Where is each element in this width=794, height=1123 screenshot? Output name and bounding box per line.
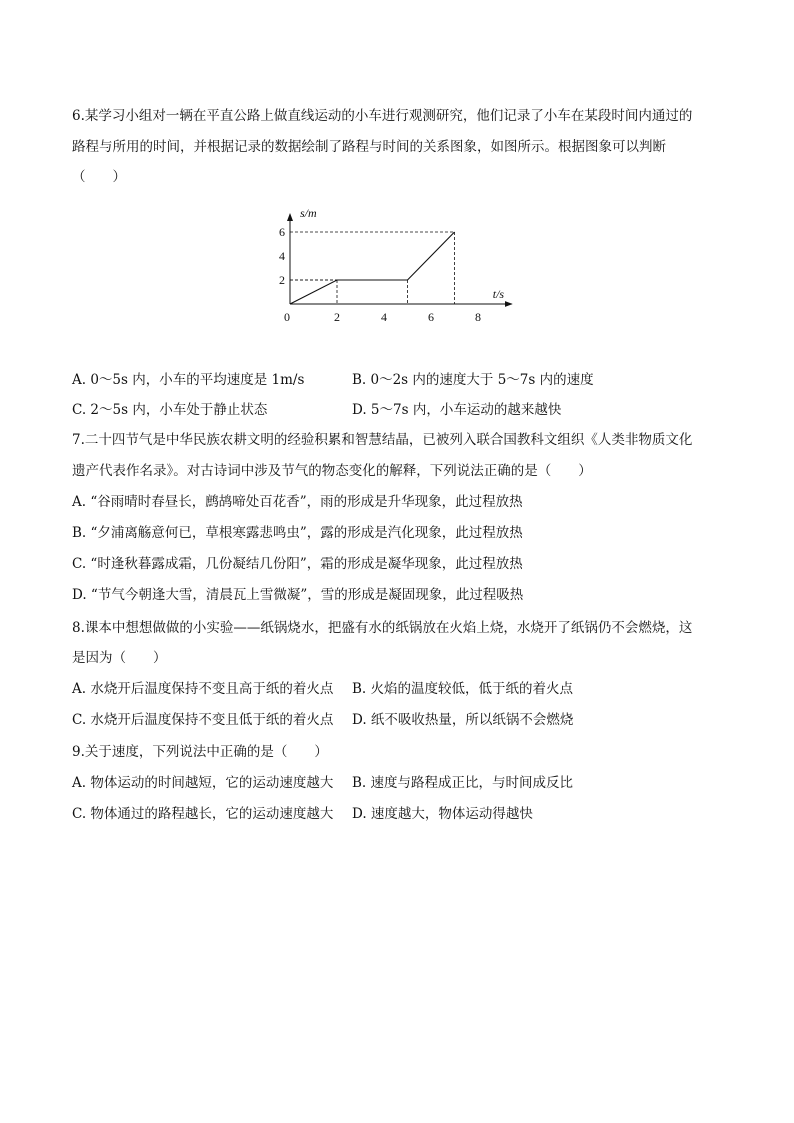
q7-option-c[interactable]: C. “时逢秋暮露成霜，几份凝结几份阳”，霜的形成是凝华现象，此过程放热	[72, 556, 523, 572]
q9-option-a[interactable]: A. 物体运动的时间越短，它的运动速度越大	[72, 775, 334, 791]
q9-option-c[interactable]: C. 物体通过的路程越长，它的运动速度越大	[72, 806, 334, 822]
distance-time-graph	[278, 192, 528, 332]
y-tick-label: 2	[279, 273, 285, 287]
q6-answer-blank: （ ）	[72, 169, 126, 185]
series-line	[290, 232, 455, 304]
q6-option-d[interactable]: D. 5～7s 内，小车运动的越来越快	[352, 402, 562, 418]
q8-stem-line1: 8.课本中想想做做的小实验——纸锅烧水，把盛有水的纸锅放在火焰上烧，水烧开了纸锅仍不会燃烧，这	[72, 620, 693, 636]
q6-option-a[interactable]: A. 0～5s 内，小车的平均速度是 1m/s	[72, 372, 305, 388]
q6-stem-line2: 路程与所用的时间，并根据记录的数据绘制了路程与时间的关系图象，如图所示。根据图象可以判断	[72, 139, 666, 155]
q6-option-b[interactable]: B. 0～2s 内的速度大于 5～7s 内的速度	[352, 372, 594, 388]
x-tick-label: 8	[475, 310, 481, 324]
q7-stem-line2: 遗产代表作名录》。对古诗词中涉及节气的物态变化的解释，下列说法正确的是（ ）	[72, 463, 592, 479]
x-tick-label: 2	[334, 310, 340, 324]
x-tick-label: 6	[428, 310, 434, 324]
q7-option-b[interactable]: B. “夕浦离觞意何已，草根寒露悲鸣虫”，露的形成是汽化现象，此过程放热	[72, 525, 523, 541]
q7-option-a[interactable]: A. “谷雨晴时春昼长，鹧鸪啼处百花香”，雨的形成是升华现象，此过程放热	[72, 494, 523, 510]
x-axis-label: t/s	[492, 287, 505, 301]
x-tick-label: 4	[381, 310, 387, 324]
q8-option-c[interactable]: C. 水烧开后温度保持不变且低于纸的着火点	[72, 712, 334, 728]
y-tick-label: 4	[279, 249, 285, 263]
q8-option-b[interactable]: B. 火焰的温度较低，低于纸的着火点	[352, 681, 574, 697]
q7-option-d[interactable]: D. “节气今朝逢大雪，清晨瓦上雪微凝”，雪的形成是凝固现象，此过程吸热	[72, 587, 524, 603]
q8-option-d[interactable]: D. 纸不吸收热量，所以纸锅不会燃烧	[352, 712, 574, 728]
y-axis-label: s/m	[300, 206, 317, 220]
q6-stem-line1: 6.某学习小组对一辆在平直公路上做直线运动的小车进行观测研究，他们记录了小车在某段时间内通过的	[72, 108, 693, 124]
q8-option-a[interactable]: A. 水烧开后温度保持不变且高于纸的着火点	[72, 681, 334, 697]
q9-stem: 9.关于速度，下列说法中正确的是（ ）	[72, 744, 328, 760]
y-tick-label: 6	[279, 225, 285, 239]
q8-stem-line2: 是因为（ ）	[72, 650, 167, 666]
q6-option-c[interactable]: C. 2～5s 内，小车处于静止状态	[72, 402, 268, 418]
x-tick-label: 0	[284, 310, 290, 324]
q9-option-b[interactable]: B. 速度与路程成正比，与时间成反比	[352, 775, 574, 791]
q7-stem-line1: 7.二十四节气是中华民族农耕文明的经验积累和智慧结晶，已被列入联合国教科文组织《人类非物质文化	[72, 432, 693, 448]
q9-option-d[interactable]: D. 速度越大，物体运动得越快	[352, 806, 533, 822]
